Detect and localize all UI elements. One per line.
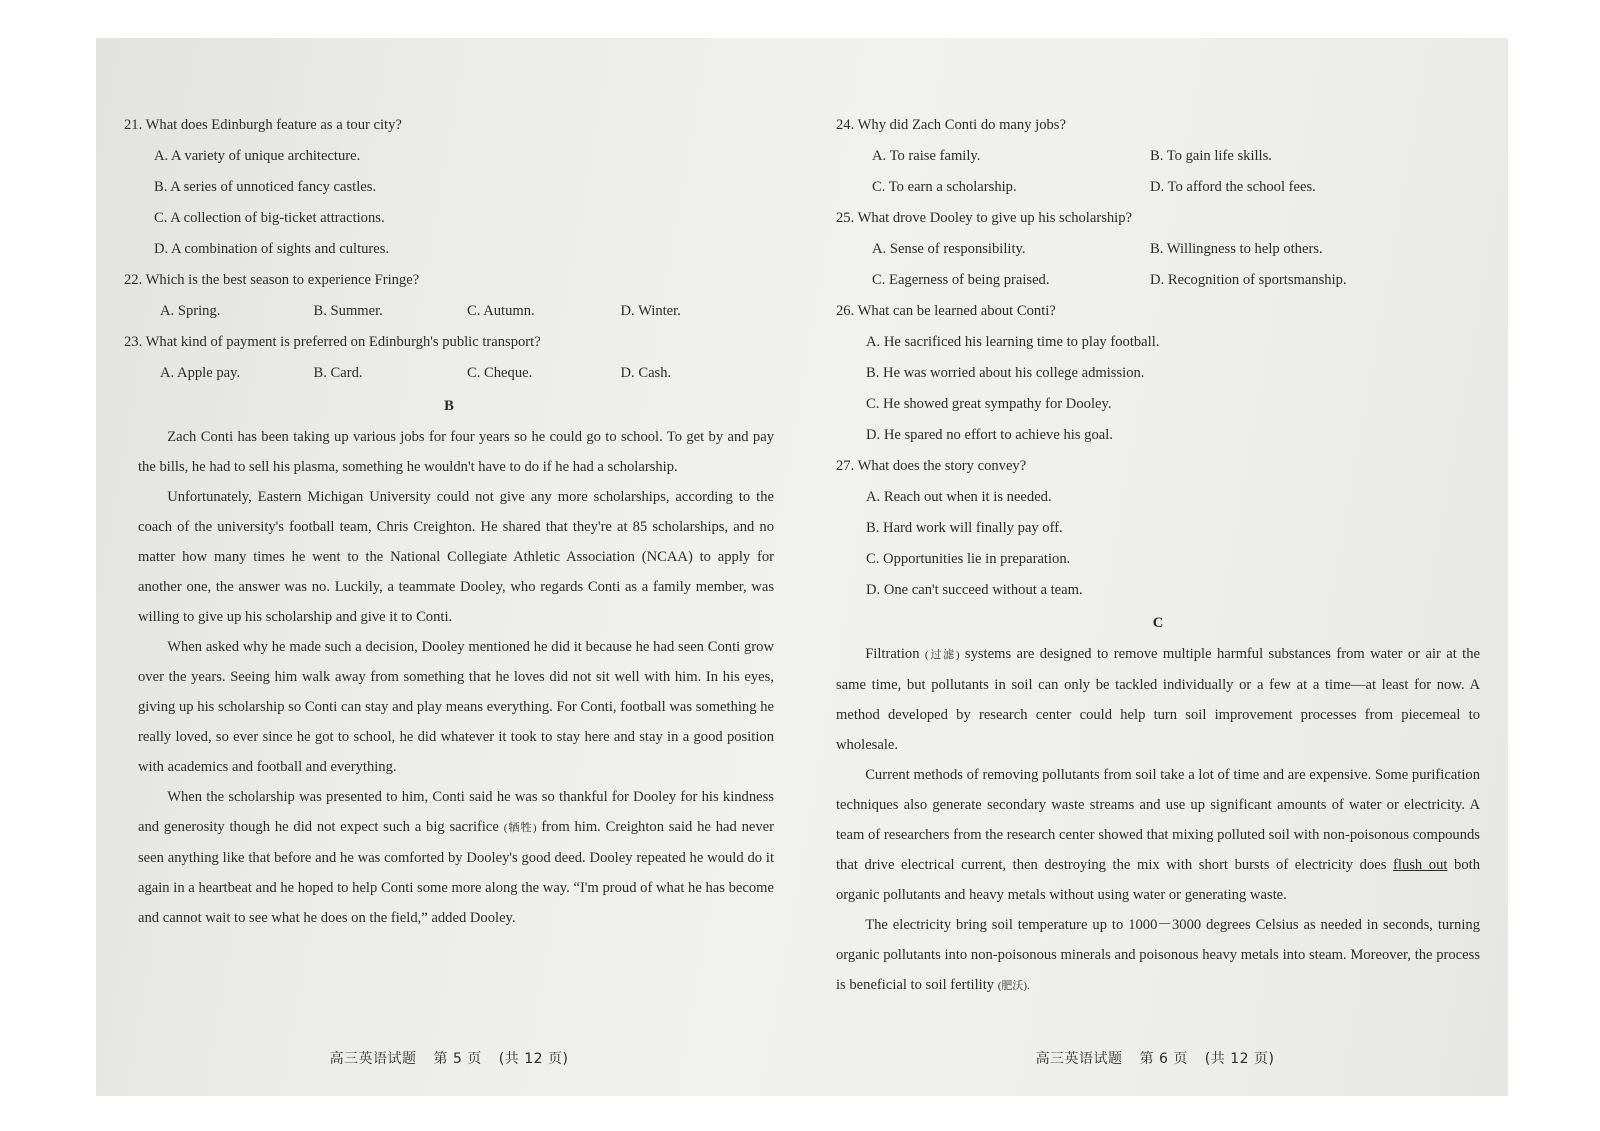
question-21-option-c: C. A collection of big-ticket attractions. xyxy=(154,210,385,226)
question-24-option-a: A. To raise family. xyxy=(872,148,981,164)
question-22-option-a: A. Spring. xyxy=(160,303,221,319)
section-c-heading: C xyxy=(1152,615,1164,631)
question-27-option-d: D. One can't succeed without a team. xyxy=(866,582,1083,598)
question-27-option-b: B. Hard work will finally pay off. xyxy=(866,520,1063,536)
footer-page-total: (共 12 页) xyxy=(498,1051,569,1067)
question-23-options xyxy=(160,358,774,389)
passage-c-paragraph-1-word: Filtration xyxy=(865,646,920,662)
page-6-footer xyxy=(802,1048,1508,1068)
question-24-option-b: B. To gain life skills. xyxy=(1150,148,1272,164)
question-24-option-d: D. To afford the school fees. xyxy=(1150,179,1316,195)
passage-b-paragraph-4-start: When the scholarship was presented to him, Conti said he was so thankful for Dooley for his kindness and generosity though he did not expect such a big sacrifice xyxy=(138,789,774,835)
question-24-options-row-1 xyxy=(872,141,1480,172)
passage-c-paragraph-3 xyxy=(836,910,1480,1001)
question-26-option-b: B. He was worried about his college admission. xyxy=(866,365,1145,381)
section-b-heading: B xyxy=(444,398,454,414)
passage-c-paragraph-2-start: Current methods of removing pollutants from soil take a lot of time and are expensive. Some purification techniques also generate secondary waste streams and use up significant amounts of water or electricity. A team of researchers from the research center showed that mixing polluted soil with non-poisonous compounds that drive electrical current, then destroying the mix with short bursts of electricity does xyxy=(836,767,1480,873)
question-27-stem: 27. What does the story convey? xyxy=(836,458,1027,474)
footer-title: 高三英语试题 xyxy=(1035,1051,1123,1067)
passage-c-paragraph-2-end: both organic pollutants and heavy metals without using water or generating waste. xyxy=(836,857,1480,903)
question-21-stem: 21. What does Edinburgh feature as a tour city? xyxy=(124,117,402,133)
question-27-option-c: C. Opportunities lie in preparation. xyxy=(866,551,1071,567)
question-26-stem: 26. What can be learned about Conti? xyxy=(836,303,1056,319)
passage-b-paragraph-4-end: from him. Creighton said he had never seen anything like that before and he was comforted by Dooley's good deed. Dooley repeated he would do it again in a heartbeat and he hoped to help Conti some more along the way. “I'm proud of what he has become and cannot wait to see what he does on the field,” added Dooley. xyxy=(138,819,774,926)
passage-c-paragraph-3-start: The electricity bring soil temperature up to 1000－3000 degrees Celsius as needed in seconds, turning organic pollutants into non-poisonous minerals and poisonous heavy metals into steam. Moreover, the process is beneficial to soil fertility xyxy=(836,917,1480,993)
underlined-phrase: flush out xyxy=(1393,857,1448,873)
question-25-option-c: C. Eagerness of being praised. xyxy=(872,272,1050,288)
page-6 xyxy=(802,38,1508,1096)
passage-b-paragraph-4 xyxy=(138,782,774,933)
question-23-option-d: D. Cash. xyxy=(620,365,672,381)
question-26-option-c: C. He showed great sympathy for Dooley. xyxy=(866,396,1112,412)
question-25-options-row-1 xyxy=(872,234,1480,265)
gloss-filtration: (过滤) xyxy=(924,649,960,661)
question-25-option-d: D. Recognition of sportsmanship. xyxy=(1150,272,1347,288)
footer-page-total: (共 12 页) xyxy=(1204,1051,1275,1067)
question-23-option-a: A. Apple pay. xyxy=(160,365,241,381)
footer-page-number: 第 5 页 xyxy=(433,1051,482,1067)
question-23-stem: 23. What kind of payment is preferred on Edinburgh's public transport? xyxy=(124,334,541,350)
question-25-stem: 25. What drove Dooley to give up his scholarship? xyxy=(836,210,1133,226)
question-22-stem: 22. Which is the best season to experience Fringe? xyxy=(124,272,420,288)
gloss-sacrifice: (牺牲) xyxy=(503,822,537,834)
page-5-content xyxy=(124,110,774,933)
question-24-option-c: C. To earn a scholarship. xyxy=(872,179,1017,195)
page-5-footer xyxy=(96,1048,802,1068)
footer-page-number: 第 6 页 xyxy=(1139,1051,1188,1067)
question-22-option-d: D. Winter. xyxy=(620,303,681,319)
question-22-option-b: B. Summer. xyxy=(313,303,383,319)
footer-title: 高三英语试题 xyxy=(329,1051,417,1067)
passage-b-paragraph-2: Unfortunately, Eastern Michigan University could not give any more scholarships, according to the coach of the university's football team, Chris Creighton. He shared that they're at 85 scholarships, and no matter how many times he went to the National Collegiate Athletic Association (NCAA) to apply for another one, the answer was no. Luckily, a teammate Dooley, who regards Conti as a family member, was willing to give up his scholarship and give it to Conti. xyxy=(138,489,774,625)
gloss-fertility: (肥沃). xyxy=(997,980,1030,992)
question-23-option-b: B. Card. xyxy=(313,365,363,381)
question-22-option-c: C. Autumn. xyxy=(467,303,535,319)
question-23-option-c: C. Cheque. xyxy=(467,365,533,381)
page-5 xyxy=(96,38,802,1096)
question-21-option-d: D. A combination of sights and cultures. xyxy=(154,241,390,257)
question-25-option-b: B. Willingness to help others. xyxy=(1150,241,1323,257)
question-25-option-a: A. Sense of responsibility. xyxy=(872,241,1026,257)
passage-b-paragraph-1: Zach Conti has been taking up various jobs for four years so he could go to school. To get by and pay the bills, he had to sell his plasma, something he wouldn't have to do if he had a scholarship. xyxy=(138,429,774,475)
passage-c-paragraph-2 xyxy=(836,760,1480,910)
passage-c-paragraph-1 xyxy=(836,639,1480,760)
question-27-option-a: A. Reach out when it is needed. xyxy=(866,489,1052,505)
passage-c-paragraph-1-rest: systems are designed to remove multiple harmful substances from water or air at the same time, but pollutants in soil can only be tackled individually or a few at a time—at least for now. A method developed by research center could help turn soil improvement processes from piecemeal to wholesale. xyxy=(836,646,1481,753)
question-24-stem: 24. Why did Zach Conti do many jobs? xyxy=(836,117,1066,133)
question-22-options xyxy=(160,296,774,327)
question-21-option-a: A. A variety of unique architecture. xyxy=(154,148,361,164)
question-26-option-d: D. He spared no effort to achieve his goal. xyxy=(866,427,1113,443)
question-21-option-b: B. A series of unnoticed fancy castles. xyxy=(154,179,377,195)
question-26-option-a: A. He sacrificed his learning time to play football. xyxy=(866,334,1160,350)
question-25-options-row-2 xyxy=(872,265,1480,296)
page-6-content xyxy=(836,110,1480,1001)
question-24-options-row-2 xyxy=(872,172,1480,203)
passage-b-paragraph-3: When asked why he made such a decision, Dooley mentioned he did it because he had seen Conti grow over the years. Seeing him walk away from something that he loves did not sit well with him. In his eyes, giving up his scholarship so Conti can stay and play means everything. For Conti, football was something he really loved, so ever since he got to school, he did whatever it took to stay here and stay in a good position with academics and football and everything. xyxy=(138,639,774,775)
exam-sheet xyxy=(96,38,1508,1096)
